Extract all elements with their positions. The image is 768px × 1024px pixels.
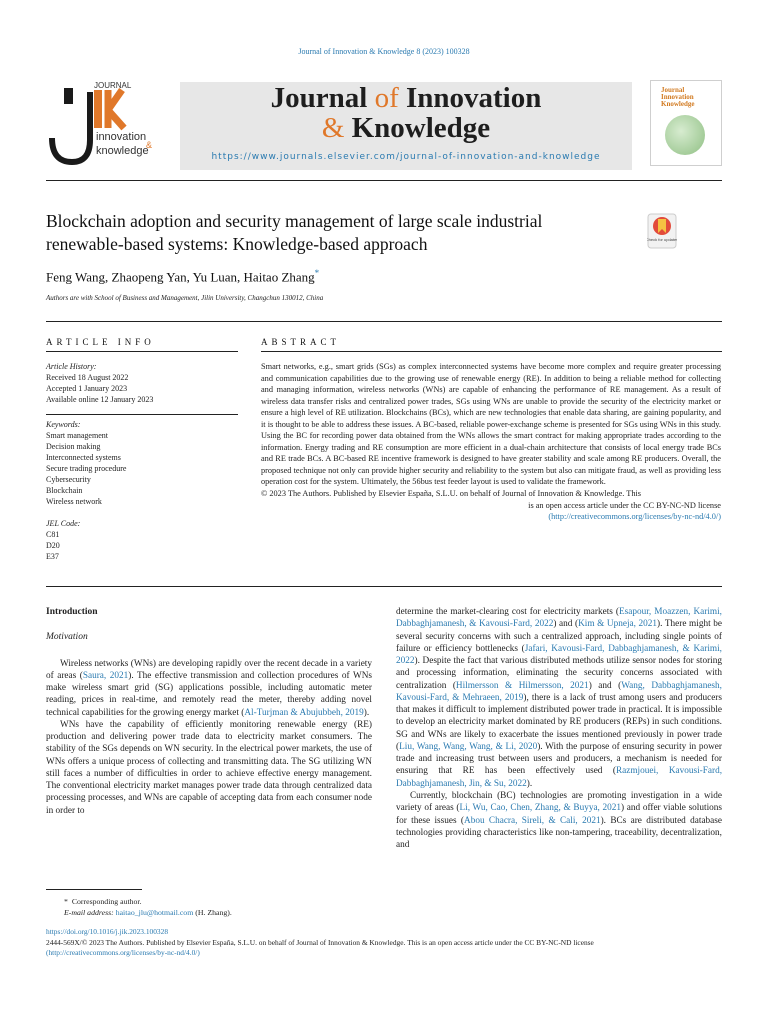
body-right-column <box>396 606 722 851</box>
footnote-rule <box>46 889 142 890</box>
journal-cover-thumbnail <box>650 80 722 166</box>
article-title: Blockchain adoption and security management of large scale industrial renewable-based systems: Knowledge-based approach <box>46 211 543 254</box>
motivation-heading: Motivation <box>46 632 88 643</box>
logo-word-knowledge: knowledge <box>96 145 149 157</box>
info-top-rule <box>46 321 722 322</box>
cover-globe <box>665 115 705 155</box>
issn-line: 2444-569X/© 2023 The Authors. Published by Elsevier España, S.L.U. on behalf of Journal of Innovation & Knowledge. This is an open access article under the CC BY-NC-ND license <box>46 937 594 947</box>
logo-word-amp: & <box>146 140 153 150</box>
page-footer <box>46 927 722 959</box>
right-p2-text: ) and offer viable solutions for these issues ( <box>396 803 722 826</box>
body-left-column <box>46 606 372 817</box>
right-p1-citation-link[interactable]: Jafari, Kavousi-Fard, Dabbaghjamanesh, & Karimi, 2022 <box>396 643 722 667</box>
abstract-copyright: © 2023 The Authors. Published by Elsevier España, S.L.U. on behalf of Journal of Innovation & Knowledge. This <box>261 489 641 499</box>
abstract-rule <box>261 351 722 352</box>
history-rule <box>46 414 238 415</box>
right-p1-text: ) and ( <box>588 680 622 691</box>
header-rule <box>46 180 722 181</box>
introduction-heading: Introduction <box>46 607 98 617</box>
journal-title: Journal of Innovation & Knowledge <box>270 82 542 144</box>
author-list: Feng Wang, Zhaopeng Yan, Yu Luan, Haitao Zhang* <box>46 268 320 285</box>
crossmark-icon <box>647 213 677 249</box>
logo-word-journal: JOURNAL <box>94 81 132 90</box>
right-p2-text: Currently, blockchain (BC) technologies are promoting investigation in a wide variety of areas ( <box>396 790 722 814</box>
logo-word-innovation: innovation <box>96 131 147 143</box>
right-p1-text: ) and ( <box>553 619 579 630</box>
abstract-body <box>261 361 721 523</box>
journal-url-link[interactable]: https://www.journals.elsevier.com/journal-of-innovation-and-knowledge <box>211 152 601 162</box>
keywords-list: Keywords: Smart management Decision making Interconnected systems Secure trading procedure Cybersecurity Blockchain Wireless network <box>46 420 127 506</box>
left-p1-text: ). <box>363 707 370 718</box>
abstract-license: is an open access article under the CC BY-NC-ND license <box>528 500 721 510</box>
doi-link[interactable]: https://doi.org/10.1016/j.jik.2023.100328 <box>46 927 169 936</box>
right-p1-text: ). There might be several security concerns with such a centralized approach, including single points of failure or efficiency bottlenecks ( <box>396 619 722 654</box>
article-history: Article History: Received 18 August 2022 Accepted 1 January 2023 Available online 12 January 2023 <box>46 362 154 404</box>
right-p1-text: ), there is a lack of trust among users and producers that makes it difficult to implement distributed power trade in practical. It is impossible to develop an electricity market dominated by RE producers (REPs) in such conditions. SG and WNs are likely to exacerbate the issues mentioned previously in power trade ( <box>396 692 722 752</box>
left-p1-text: Wireless networks (WNs) are developing rapidly over the recent decade in a variety of areas ( <box>46 658 372 681</box>
article-info-heading: ARTICLE INFO <box>46 337 155 347</box>
right-paragraph-1 <box>396 606 722 790</box>
author-affiliation: Authors are with School of Business and Management, Jilin University, Changchun 130012, China <box>46 294 324 302</box>
footer-license-link[interactable]: (http://creativecommons.org/licenses/by-nc-nd/4.0/) <box>46 948 200 957</box>
crossmark-label: Check for updates <box>647 237 677 242</box>
corresponding-footnote: * Corresponding author. E-mail address: haitao_jlu@hotmail.com (H. Zhang). <box>64 897 232 917</box>
left-paragraph-1 <box>46 658 372 719</box>
right-p2-citation-link[interactable]: Li, Wu, Cao, Chen, Zhang, & Buyya, 2021 <box>459 803 622 814</box>
abstract-bottom-rule <box>46 586 722 587</box>
right-paragraph-2 <box>396 790 722 851</box>
right-p1-text: ). <box>526 778 533 789</box>
left-p1-citation-link[interactable]: Saura, 2021 <box>82 670 129 681</box>
jel-codes: JEL Code: C81 D20 E37 <box>46 519 81 561</box>
right-p1-citation-link[interactable]: Kim & Upneja, 2021 <box>578 619 658 630</box>
journal-logo <box>46 78 166 166</box>
right-p1-text: determine the market-clearing cost for electricity markets ( <box>396 607 619 617</box>
right-p1-citation-link[interactable]: Razmjouei, Kavousi-Fard, Dabbaghjamanesh, Jin, & Su, 2022 <box>396 766 723 789</box>
author-email-link[interactable]: haitao_jlu@hotmail.com <box>115 908 194 917</box>
left-p1-citation-link[interactable]: Al-Turjman & Abujubbeh, 2019 <box>244 707 364 718</box>
right-p1-text: ). Despite the fact that various distributed methods utilize sensor nodes for storing and processing information, eliminating the security concerns associated with centralization ( <box>396 656 722 691</box>
right-p1-text: ). With the purpose of ensuring security in power trade and increasing trust between users and producers, a mechanism is needed for ensuring that RE has been effectively used ( <box>396 741 722 777</box>
right-p2-text: ). BCs are distributed database technologies providing characteristics like non-tampering, traceability, decentralization, and <box>396 815 722 851</box>
corresponding-author-mark[interactable]: * <box>314 268 320 278</box>
abstract-license-link[interactable]: (http://creativecommons.org/licenses/by-nc-nd/4.0/) <box>548 512 721 522</box>
right-p1-citation-link[interactable]: Hilmersson & Hilmersson, 2021 <box>455 680 589 691</box>
left-paragraph-2: WNs have the capability of efficiently monitoring renewable energy (RE) production and delivering power trade data to electricity market consumers. The stability of the SGs depends on WN security. In the electrical power markets, the use of WNs offers a unique process of collecting and transmitting data. The SG utilizing WN still faces a number of difficulties in order to achieve effective energy management. The conventional electricity market manages power trade data through centralized data processing processes, and WNs are capable of accepting data from each consumer node in order to <box>46 719 372 816</box>
right-p1-citation-link[interactable]: Esapour, Moazzen, Karimi, Dabbaghjamanesh, & Kavousi-Fard, 2022 <box>396 607 722 630</box>
right-p2-citation-link[interactable]: Abou Chacra, Sireli, & Cali, 2021 <box>464 815 601 826</box>
check-for-updates-badge[interactable] <box>647 213 677 249</box>
abstract-text: Smart networks, e.g., smart grids (SGs) as complex interconnected systems have become more complex and require greater processing and communication capabilities due to the growing use of renewable energy (RE). In addition to being a reliable method for collecting and managing information, wireless networks (WNs) are capable of enhancing the performance of RE management. As a result of wireless data transfer risks and centralized power trades, SGs using WNs are unable to provide the security of the electricity market or ensure a high level of RE utilization. Blockchains (BCs), which are new technologies that enable data sharing, are gaining popularity, and it is thought to be able to address these issues. A BC-based, reliable power-exchange scheme is presented for SGs using WNs in this study. Using the BC for recording power data obtained from the WNs allows the smart contract for making appropriate trades according to the information. Energy trading and RE consumption are more efficient in a dual-chain architecture that consists of local energy trade BCs and RE trade BCs. A BC-based RE incentive framework is designed to have greater stability and scale among RE producers. Overall, the proposed technique not only can provide higher security and reliability to the system but also can mitigate fraud, as well as providing less operation cost for the system. Ultimately, the 56bus test feeder layout is used to validate the framework. <box>261 362 721 487</box>
abstract-heading: ABSTRACT <box>261 337 341 347</box>
cover-title: Journal Innovation Knowledge <box>661 86 695 108</box>
right-p1-citation-link[interactable]: Wang, Dabbaghjamanesh, Kavousi-Fard, & Mehraeen, 2019 <box>396 680 722 703</box>
journal-citation[interactable]: Journal of Innovation & Knowledge 8 (2023) 100328 <box>298 47 470 56</box>
right-p1-citation-link[interactable]: Liu, Wang, Wang, Wang, & Li, 2020 <box>399 741 538 752</box>
left-p1-text: ). The effective transmission and collection procedures of WNs make wireless smart grid (SG) applications possible, including automatic meter reading, prices in real-time, and remotely read the meter, thereby adding novel technical capabilities for the growing energy market ( <box>46 670 372 718</box>
article-info-rule <box>46 351 238 352</box>
